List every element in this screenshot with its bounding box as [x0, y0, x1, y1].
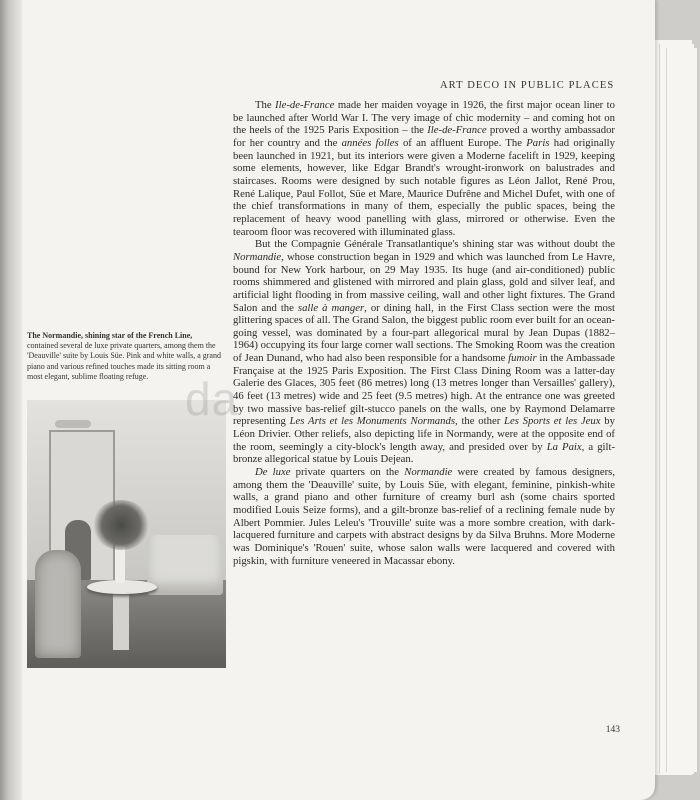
italic-run: Ile-de-France — [275, 99, 335, 111]
body-paragraph — [233, 99, 615, 238]
caption-bold: The Normandie, shining star of the French Line, — [27, 331, 193, 340]
text-run: made her maiden voyage in 1926, the first major ocean liner to be launched after World War I. The very image of chic modernity – and coming hot on the heels of the 1925 Paris Exposition – the — [233, 99, 615, 137]
text-run: proved a worthy ambassador for her country and the — [233, 124, 615, 149]
text-run: The — [255, 99, 276, 111]
italic-run: Normandie — [404, 466, 453, 479]
page-number: 143 — [605, 725, 620, 735]
italic-run: La Paix — [546, 440, 582, 453]
body-paragraph — [233, 466, 615, 567]
text-run: , a gilt-bronze allegorical statue by Louis Dejean. — [233, 440, 616, 466]
book-gutter — [0, 0, 22, 800]
text-run: of an affluent Europe. The — [398, 136, 527, 149]
text-run: in the Ambassade Française at the 1925 Paris Exposition. The First Class Dining Room was a latter-day Galerie des Glaces, 305 feet (86 metres) long (13 metres longer than Versailles' gallery), 46 feet (13 metres) wide and 25 feet (9.5 metres) high. At the entrance one was greeted by two massive bas-relief gilt-stucco panels on the walls, one by Raymond Delamarre representing — [233, 352, 615, 428]
italic-run: fumoir — [508, 352, 537, 365]
text-run: , whose construction began in 1929 and which was launched from Le Havre, bound for New York harbour, on 29 May 1935. Its huge (and air-conditioned) public rooms shimmered and glistened with mirrored and plain glass, gold and silver leaf, and artificial light flooding in from massive ceiling, wall and other light fixtures. The Grand Salon and the — [233, 250, 615, 314]
italic-run: Ile-de-France — [427, 124, 487, 137]
page-edge — [666, 48, 697, 772]
italic-run: Normandie — [233, 250, 282, 263]
italic-run: Paris — [526, 136, 550, 149]
watermark-text: da — [185, 373, 239, 425]
text-run: were created by famous designers, among them the 'Deauville' suite, by Louis Süe, with elegant, feminine, pinkish-white walls, a grand piano and other furniture of creamy burl ash (some chairs sported modified Louis Seize forms), and a gilt-bronze bas-relief of a reclining female nude by Albert Pommier. Jules Leleu's 'Trouville' suite was a more sombre creation, with dark-lacquered furniture and carpets with abstract designs by da Silva Bruhns. More Moderne was Dominique's 'Rouen' suite, whose salon walls were lacquered and covered with pigskin, with furniture veneered in Macassar ebony. — [233, 466, 615, 567]
caption-text: contained several de luxe private quarters, among them the 'Deauville' suite by Louis Süe. Pink and white walls, a grand piano and various refined touches made its sitting room a most elegant, sublime floating refuge. — [27, 341, 221, 381]
text-run: , the other — [455, 415, 505, 428]
body-text — [233, 99, 615, 567]
text-run: But the Compagnie Générale Transatlantique's shining star was without doubt the — [255, 238, 615, 251]
italic-run: Les Sports et les Jeux — [504, 415, 601, 428]
italic-run: années folles — [341, 136, 399, 149]
text-run: had originally been launched in 1921, but its interiors were given a Moderne facelift in 1929, keeping some elements, however, like Edgar Brandt's wrought-ironwork on balustrades and staircases. Rooms were designed by such notable figures as Léon Jallot, René Prou, René Lalique, Paul Follot, Süe et Mare, Maurice Dufrêne and Michel Dufet, with one of the chief transformations in many of them, especially the public spaces, being the replacement of heavy wood panelling with glass, mirrored or otherwise. Even the tearoom floor was recovered with illuminated glass. — [233, 136, 615, 238]
interior-photo — [27, 400, 226, 668]
italic-run: salle à manger — [297, 301, 365, 314]
text-run: , or dining hall, in the First Class section were the most glittering spaces of all. The Grand Salon, the biggest public room ever built for an ocean-going vessel, was dominated by a four-part allegorical mural by Jean Dupas (1882–1964) occupying its four large corner wall sections. The Smoking Room was the creation of Jean Dunand, who had also been responsible for a handsome — [233, 301, 615, 365]
italic-run: De luxe — [255, 466, 291, 479]
text-run: by Léon Drivier. Other reliefs, also depicting life in Normandy, were at the opposite end of the room, seemingly a city-block's length away, and presided over by — [233, 415, 615, 453]
running-head: ART DECO IN PUBLIC PLACES — [440, 80, 615, 91]
text-run: private quarters on the — [290, 466, 405, 479]
italic-run: Les Arts et les Monuments Normands — [289, 415, 455, 428]
body-paragraph — [233, 238, 615, 466]
